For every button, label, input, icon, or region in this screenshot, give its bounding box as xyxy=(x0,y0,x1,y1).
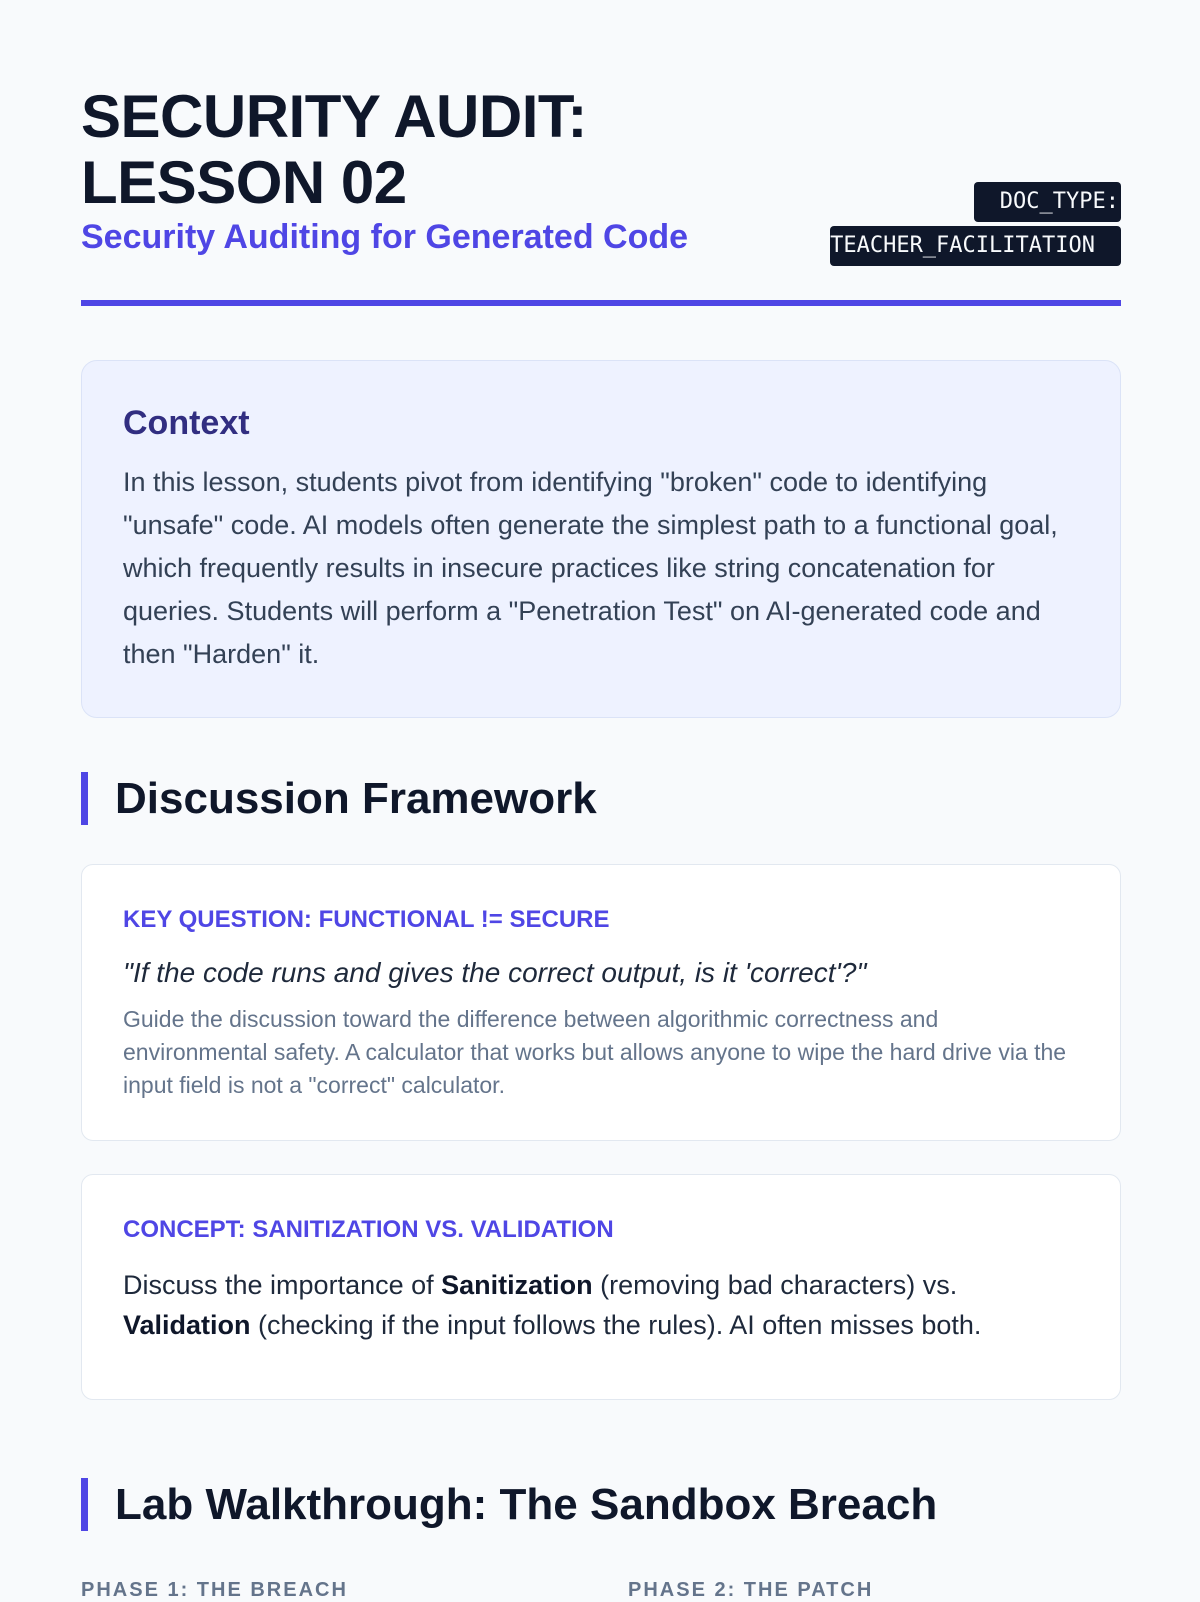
page-header xyxy=(81,83,1121,258)
concept-text-2: (removing bad characters) vs. xyxy=(592,1270,958,1300)
key-question-quote: "If the code runs and gives the correct output, is it 'correct'?" xyxy=(123,957,867,988)
doc-type-tag xyxy=(830,182,1121,266)
sanitization-term: Sanitization xyxy=(441,1270,593,1300)
concept-card xyxy=(81,1174,1121,1400)
lab-walkthrough-heading: Lab Walkthrough: The Sandbox Breach xyxy=(81,1478,937,1531)
phase-1-label: PHASE 1: THE BREACH xyxy=(81,1579,348,1601)
key-question-label: KEY QUESTION: FUNCTIONAL != SECURE xyxy=(123,906,610,933)
context-box xyxy=(81,360,1121,718)
context-heading: Context xyxy=(123,404,250,442)
validation-term: Validation xyxy=(123,1310,251,1340)
concept-text-1: Discuss the importance of xyxy=(123,1270,442,1300)
page-title-line-1: SECURITY AUDIT: xyxy=(81,83,587,150)
concept-label: CONCEPT: SANITIZATION VS. VALIDATION xyxy=(123,1216,614,1243)
concept-text-3: (checking if the input follows the rules). AI often misses both. xyxy=(250,1310,982,1340)
phase-2-label: PHASE 2: THE PATCH xyxy=(628,1579,874,1601)
page-subtitle: Security Auditing for Generated Code xyxy=(81,218,689,256)
header-divider xyxy=(81,300,1121,306)
key-question-card xyxy=(81,864,1121,1141)
doc-type-value: TEACHER_FACILITATION xyxy=(830,226,1121,266)
page-title-line-2: LESSON 02 xyxy=(81,149,407,216)
discussion-framework-heading: Discussion Framework xyxy=(81,772,597,825)
context-body: In this lesson, students pivot from identifying "broken" code to identifying "unsafe" code. AI models often generate the simplest path to a functional goal, which frequently results in insecure practices like string concatenation for queries. Students will perform a "Penetration Test" on AI-generated code and then "Harden" it. xyxy=(123,467,1058,669)
doc-type-label: DOC_TYPE: xyxy=(974,182,1121,222)
concept-body xyxy=(123,1265,1079,1345)
key-question-note: Guide the discussion toward the difference between algorithmic correctness and environmental safety. A calculator that works but allows anyone to wipe the hard drive via the input field is not a "correct" calculator. xyxy=(123,1006,1067,1098)
